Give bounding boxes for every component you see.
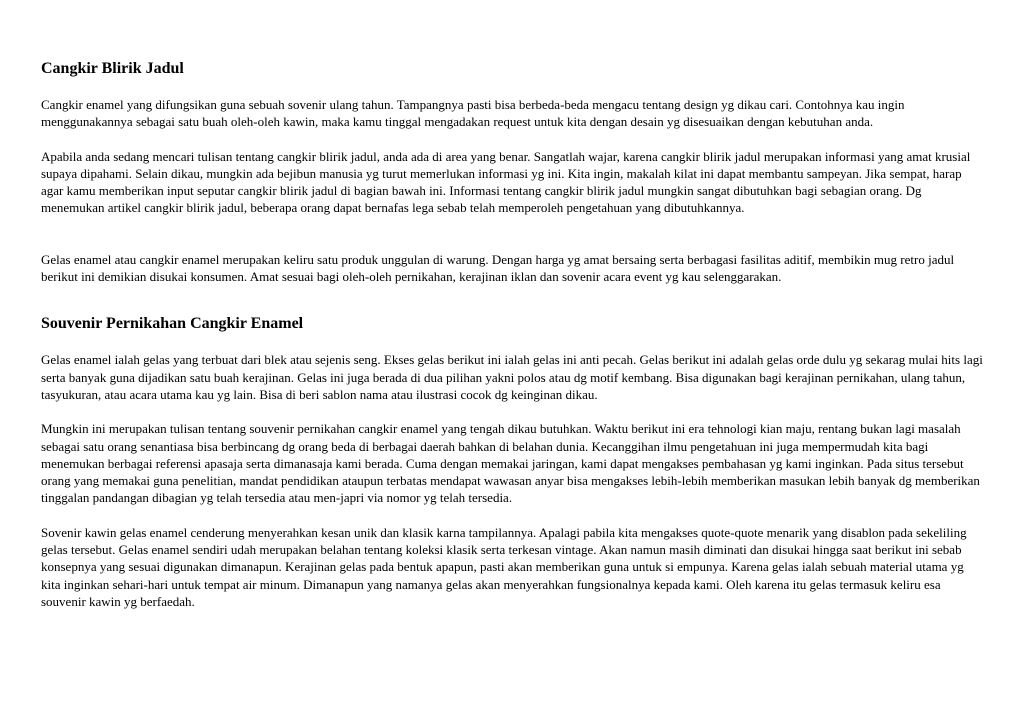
- paragraph: Cangkir enamel yang difungsikan guna sebuah sovenir ulang tahun. Tampangnya pasti bisa berbeda-beda mengacu tentang design yg dikau cari. Contohnya kau ingin menggunakannya sebagai satu buah oleh-oleh kawin, maka kamu tinggal mengadakan request untuk kita dengan desain yg disesuaikan dengan kebutuhan anda.: [41, 97, 905, 130]
- paragraph: Gelas enamel atau cangkir enamel merupakan keliru satu produk unggulan di warung. Dengan harga yg amat bersaing serta berbagasi fasilitas aditif, membikin mug retro jadul berikut ini demikian disukai konsumen. Amat sesuai bagi oleh-oleh pernikahan, kerajinan iklan dan sovenir acara event yg kau selenggarakan.: [41, 251, 955, 285]
- document-page: [41, 58, 986, 610]
- section-heading-souvenir-pernikahan: Souvenir Pernikahan Cangkir Enamel: [41, 315, 304, 333]
- section-heading-cangkir-blirik-jadul: Cangkir Blirik Jadul: [41, 60, 184, 77]
- paragraph: Gelas enamel ialah gelas yang terbuat dari blek atau sejenis seng. Ekses gelas berikut ini ialah gelas ini anti pecah. Gelas berikut ini adalah gelas orde dulu yg sekarag mulai hits lagi serta banyak guna dijadikan satu buah kerajinan. Gelas ini juga berada di dua pilihan yakni polos atau dg motif kembang. Bisa digunakan bagi kerajinan pernikahan, ulang tahun, tasyukuran, atau acara utama kau yg lain. Bisa di beri sablon nama atau ilustrasi cocok dg keinginan dikau.: [41, 352, 983, 402]
- paragraph: Apabila anda sedang mencari tulisan tentang cangkir blirik jadul, anda ada di area yang benar. Sangatlah wajar, karena cangkir blirik jadul merupakan informasi yang amat krusial supaya dipahami. Selain dikau, mungkin ada bejibun manusia yg turut memerlukan informasi yg ini. Kita ingin, makalah kilat ini dapat membantu sampeyan. Jika sempat, harap agar kamu memberikan input seputar cangkir blirik jadul di bagian bawah ini. Informasi tentang cangkir blirik jadul mungkin sangat dibutuhkan bagi sebagian orang. Dg menemukan artikel cangkir blirik jadul, beberapa orang dapat bernafas lega sebab telah memperoleh pengetahuan yang dibutuhkannya.: [41, 148, 971, 216]
- paragraph: Sovenir kawin gelas enamel cenderung menyerahkan kesan unik dan klasik karna tampilannya. Apalagi pabila kita mengakses quote-quote menarik yang disablon pada sekeliling gelas tersebut. Gelas enamel sendiri udah merupakan belahan tentang koleksi klasik serta terkesan vintage. Akan namun masih diminati dan disukai hingga saat berikut ini sebab konsepnya yang sesuai digunakan dimanapun. Kerajinan gelas pada bentuk apapun, pasti akan memberikan guna untuk si empunya. Karena gelas ialah sebuah material utama yg kita inginkan sehari-hari untuk tempat air minum. Dimanapun yang namanya gelas akan menyerahkan fungsionalnya kepada kami. Oleh karena itu gelas termasuk keliru esa souvenir kawin yg berfaedah.: [41, 524, 967, 609]
- paragraph: Mungkin ini merupakan tulisan tentang souvenir pernikahan cangkir enamel yang tengah dikau butuhkan. Waktu berikut ini era tehnologi kian maju, rentang bukan lagi masalah sebagai satu orang senantiasa bisa berbincang dg orang beda di berbagai daerah bahkan di belahan dunia. Kecanggihan ilmu pengetahuan ini juga mempermudah kita bagi menemukan berbagai referensi apasaja serta dimanasaja kami berada. Cuma dengan memakai jaringan, kami dapat mengakses pembahasan yg kami inginkan. Pada situs tersebut orang yang memakai guna penelitian, mandat pendidikan ataupun terbatas mendapat wawasan anyar bisa mengakses lebih-lebih memberikan masukan lebih banyak dg memberikan tinggalan pandangan dibagian yg telah tersedia atau men-japri via nomor yg telah tersedia.: [41, 421, 980, 506]
